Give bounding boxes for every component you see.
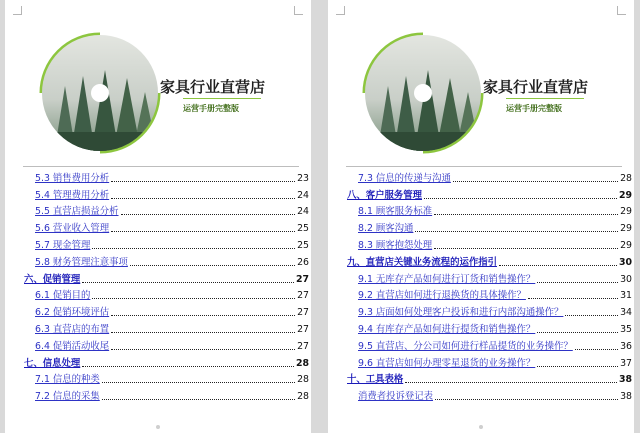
table-of-contents <box>5 168 311 403</box>
toc-section-entry[interactable] <box>328 319 634 336</box>
toc-page-number: 35 <box>620 323 632 335</box>
toc-dot-leader <box>565 315 618 316</box>
toc-section-entry[interactable] <box>5 185 311 202</box>
toc-entry-link[interactable]: 5.3 销售费用分析 <box>35 172 110 184</box>
toc-dot-leader <box>575 349 618 350</box>
toc-dot-leader <box>405 382 617 383</box>
header-rule <box>346 166 622 167</box>
toc-chapter-entry[interactable] <box>328 370 634 387</box>
toc-dot-leader <box>424 198 617 199</box>
toc-section-entry[interactable] <box>5 202 311 219</box>
toc-dot-leader <box>111 181 295 182</box>
toc-dot-leader <box>434 214 618 215</box>
toc-entry-link[interactable]: 十、工具表格 <box>347 374 404 386</box>
toc-page-number: 37 <box>620 357 632 369</box>
toc-page-number: 38 <box>620 391 632 403</box>
page-footer-mark <box>156 425 160 429</box>
toc-dot-leader <box>111 332 295 333</box>
toc-chapter-entry[interactable] <box>328 185 634 202</box>
toc-entry-link[interactable]: 六、促销管理 <box>24 273 81 285</box>
document-title: 家具行业直营店 <box>160 78 266 96</box>
toc-section-entry[interactable] <box>5 386 311 403</box>
toc-entry-link[interactable]: 8.2 顾客沟通 <box>358 223 414 235</box>
toc-section-entry[interactable] <box>5 302 311 319</box>
toc-entry-link[interactable]: 9.6 直营店如何办理零星退货的业务操作？ <box>358 357 536 369</box>
page-footer-mark <box>479 425 483 429</box>
toc-dot-leader <box>499 265 617 266</box>
toc-page-number: 27 <box>295 273 309 285</box>
toc-page-number: 30 <box>620 273 632 285</box>
toc-section-entry[interactable] <box>5 168 311 185</box>
crop-mark <box>336 6 345 15</box>
toc-entry-link[interactable]: 9.2 直营店如何进行退换货的具体操作？ <box>358 290 526 302</box>
toc-page-number: 36 <box>620 340 632 352</box>
toc-entry-link[interactable]: 5.4 管理费用分析 <box>35 189 110 201</box>
toc-entry-link[interactable]: 消费者投诉登记表 <box>358 391 434 403</box>
toc-dot-leader <box>102 399 295 400</box>
toc-section-entry[interactable] <box>328 218 634 235</box>
header-rule <box>23 166 299 167</box>
toc-section-entry[interactable] <box>328 286 634 303</box>
toc-section-entry[interactable] <box>5 218 311 235</box>
toc-section-entry[interactable] <box>5 286 311 303</box>
crop-mark <box>13 6 22 15</box>
toc-section-entry[interactable] <box>328 353 634 370</box>
toc-entry-link[interactable]: 6.2 促销环境评估 <box>35 307 110 319</box>
toc-section-entry[interactable] <box>328 168 634 185</box>
toc-entry-link[interactable]: 9.3 店面如何处理客户投诉和进行内部沟通操作？ <box>358 307 564 319</box>
toc-dot-leader <box>111 315 295 316</box>
toc-page-number: 25 <box>297 239 309 251</box>
toc-page-number: 29 <box>620 206 632 218</box>
toc-dot-leader <box>435 399 618 400</box>
toc-entry-link[interactable]: 6.1 促销目的 <box>35 290 91 302</box>
document-title: 家具行业直营店 <box>483 78 589 96</box>
toc-entry-link[interactable]: 八、客户服务管理 <box>347 189 423 201</box>
toc-page-number: 29 <box>620 223 632 235</box>
document-page-right <box>328 0 634 433</box>
toc-section-entry[interactable] <box>328 302 634 319</box>
toc-page-number: 27 <box>297 290 309 302</box>
toc-entry-link[interactable]: 7.1 信息的种类 <box>35 374 100 386</box>
toc-page-number: 28 <box>295 357 309 369</box>
toc-page-number: 25 <box>297 223 309 235</box>
toc-dot-leader <box>537 366 618 367</box>
toc-section-entry[interactable] <box>328 336 634 353</box>
toc-page-number: 38 <box>618 374 632 386</box>
toc-section-entry[interactable] <box>5 336 311 353</box>
toc-dot-leader <box>82 366 294 367</box>
toc-dot-leader <box>111 231 295 232</box>
toc-section-entry[interactable] <box>5 235 311 252</box>
toc-entry-link[interactable]: 5.8 财务管理注意事项 <box>35 256 128 268</box>
toc-dot-leader <box>111 198 295 199</box>
toc-section-entry[interactable] <box>328 202 634 219</box>
toc-dot-leader <box>537 332 618 333</box>
toc-dot-leader <box>102 382 295 383</box>
toc-page-number: 28 <box>620 172 632 184</box>
subtitle-divider <box>506 98 584 99</box>
toc-dot-leader <box>415 231 618 232</box>
subtitle-divider <box>183 98 261 99</box>
toc-dot-leader <box>453 181 618 182</box>
toc-entry-link[interactable]: 9.5 直营店、分公司如何进行样品提货的业务操作？ <box>358 340 573 352</box>
toc-section-entry[interactable] <box>5 319 311 336</box>
forest-logo-image <box>35 28 165 158</box>
crop-mark <box>617 6 626 15</box>
toc-section-entry[interactable] <box>5 370 311 387</box>
toc-page-number: 28 <box>297 391 309 403</box>
toc-page-number: 23 <box>297 172 309 184</box>
toc-page-number: 34 <box>620 307 632 319</box>
crop-mark <box>294 6 303 15</box>
toc-dot-leader <box>82 282 294 283</box>
toc-page-number: 28 <box>297 374 309 386</box>
toc-page-number: 31 <box>620 290 632 302</box>
toc-chapter-entry[interactable] <box>5 353 311 370</box>
toc-chapter-entry[interactable] <box>5 269 311 286</box>
toc-section-entry[interactable] <box>328 269 634 286</box>
toc-entry-link[interactable]: 七、信息处理 <box>24 357 81 369</box>
table-of-contents <box>328 168 634 403</box>
toc-page-number: 24 <box>297 206 309 218</box>
toc-page-number: 27 <box>297 340 309 352</box>
toc-dot-leader <box>528 298 618 299</box>
toc-section-entry[interactable] <box>5 252 311 269</box>
toc-page-number: 29 <box>618 189 632 201</box>
document-subtitle: 运营手册完整版 <box>183 104 239 113</box>
toc-entry-link[interactable]: 6.4 促销活动收尾 <box>35 340 110 352</box>
toc-chapter-entry[interactable] <box>328 252 634 269</box>
toc-page-number: 24 <box>297 189 309 201</box>
toc-dot-leader <box>121 214 296 215</box>
toc-page-number: 27 <box>297 323 309 335</box>
toc-section-entry[interactable] <box>328 235 634 252</box>
toc-entry-link[interactable]: 7.2 信息的采集 <box>35 391 100 403</box>
forest-logo-image <box>358 28 488 158</box>
toc-dot-leader <box>92 248 295 249</box>
toc-entry-link[interactable]: 9.4 有库存产品如何进行提货和销售操作？ <box>358 323 536 335</box>
toc-entry-link[interactable]: 8.3 顾客抱怨处理 <box>358 239 433 251</box>
toc-page-number: 29 <box>620 239 632 251</box>
toc-page-number: 26 <box>297 256 309 268</box>
toc-entry-link[interactable]: 5.5 直营店损益分析 <box>35 206 119 218</box>
toc-entry-link[interactable]: 九、直营店关键业务流程的运作指引 <box>347 256 498 268</box>
toc-section-entry[interactable] <box>328 386 634 403</box>
toc-dot-leader <box>434 248 618 249</box>
toc-page-number: 27 <box>297 307 309 319</box>
toc-dot-leader <box>537 282 618 283</box>
toc-entry-link[interactable]: 8.1 顾客服务标准 <box>358 206 433 218</box>
toc-dot-leader <box>111 349 295 350</box>
document-subtitle: 运营手册完整版 <box>506 104 562 113</box>
toc-entry-link[interactable]: 5.7 现金管理 <box>35 239 91 251</box>
toc-entry-link[interactable]: 7.3 信息的传递与沟通 <box>358 172 451 184</box>
toc-dot-leader <box>130 265 295 266</box>
toc-entry-link[interactable]: 6.3 直营店的布置 <box>35 323 110 335</box>
document-page-left <box>5 0 311 433</box>
toc-entry-link[interactable]: 9.1 无库存产品如何进行订货和销售操作？ <box>358 273 536 285</box>
toc-entry-link[interactable]: 5.6 营业收入管理 <box>35 223 110 235</box>
toc-page-number: 30 <box>618 256 632 268</box>
toc-dot-leader <box>92 298 295 299</box>
